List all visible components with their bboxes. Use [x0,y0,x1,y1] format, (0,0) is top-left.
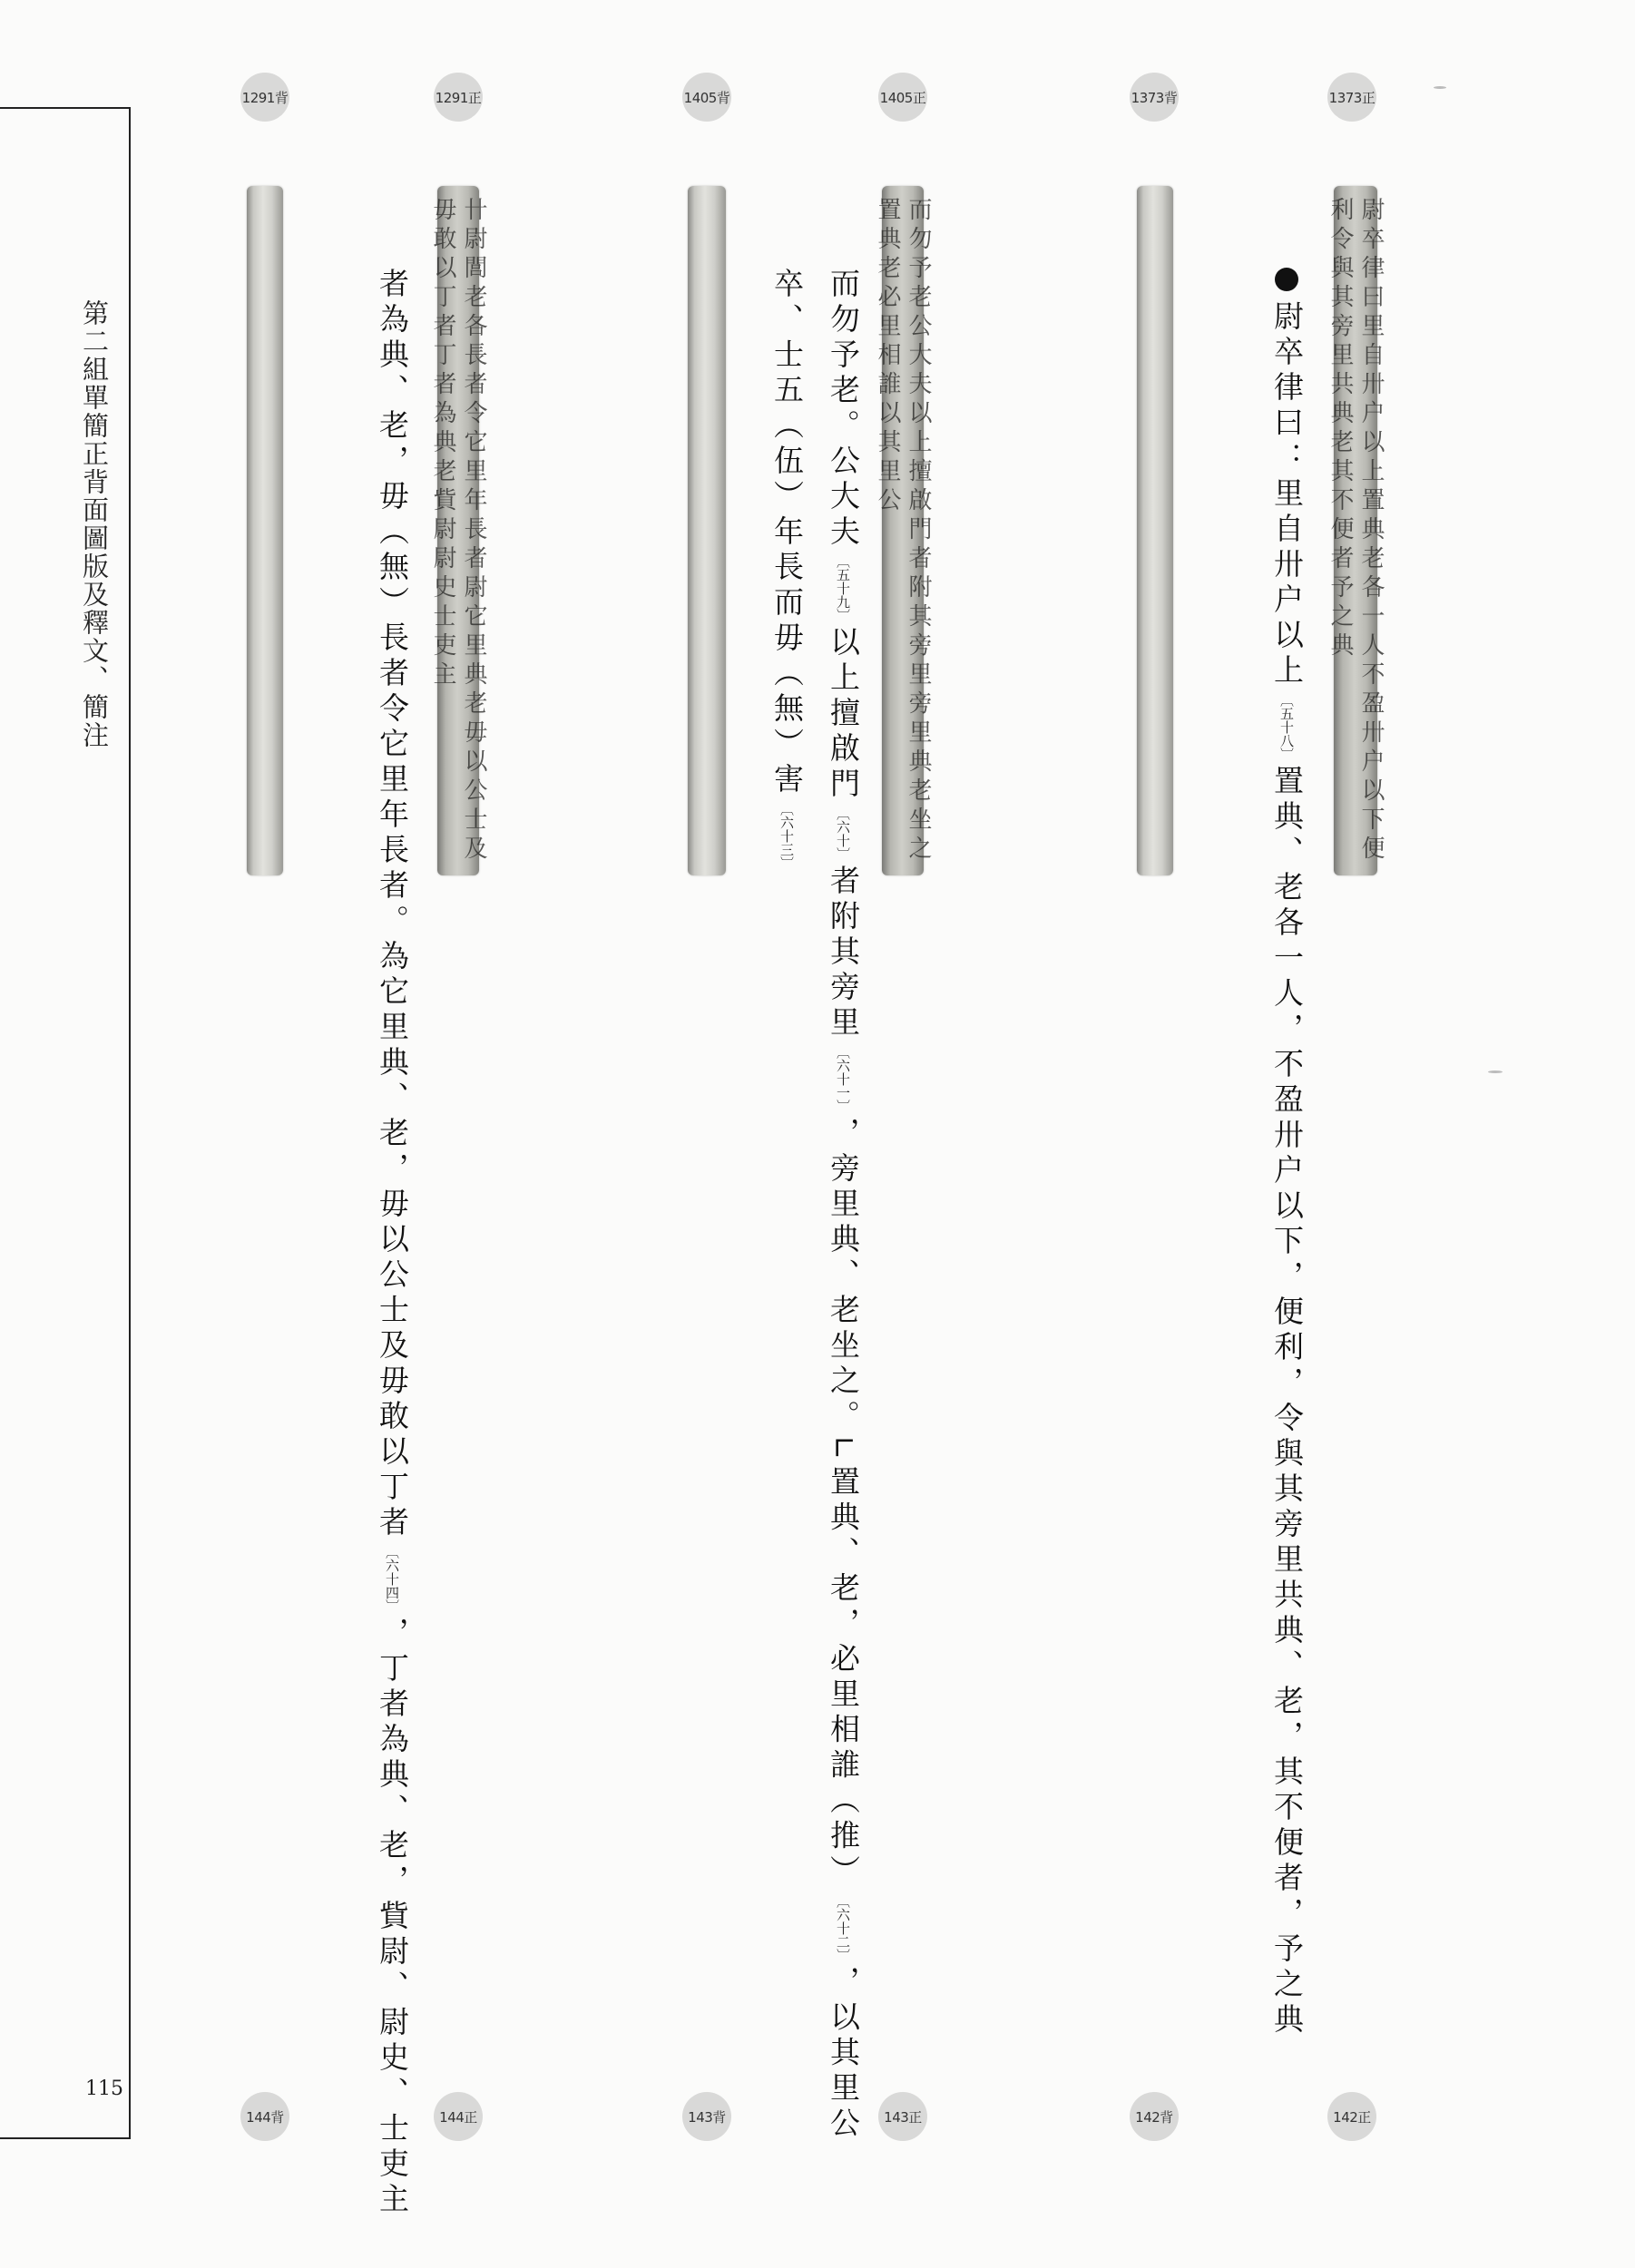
transcription-text: 卒、士五（伍）年長而毋（無）害 [769,268,805,798]
slip-1405-back [688,186,726,875]
slip-glyphs: 卄尉閭老各長者令它里年長者尉它里典老毋以公士及毋敢以丁者丁者為典老貲尉尉史士吏主 [429,197,487,865]
transcription-text: ，以其里公 [826,1965,861,2143]
slip-1405-front [874,186,932,875]
tag-1373-front: 1373正 [1327,73,1376,122]
slip-1291-front [429,186,487,875]
transcription-142 [1265,268,1308,2038]
footnote-ref: 〔六十〕 [835,807,851,861]
footnote-ref: 〔六十四〕 [384,1545,400,1613]
footnote-ref: 〔六十一〕 [835,1045,851,1113]
tag-1405-front: 1405正 [878,73,927,122]
footnote-ref: 〔六十二〕 [835,1893,851,1962]
footnote-ref: 〔五十八〕 [1278,693,1295,761]
slip-1373-front [1327,186,1385,875]
scan-speck [1434,86,1446,89]
tag-1373-back: 1373背 [1130,73,1179,122]
transcription-text: 者為典、老，毋（無）長者令它里年長者。為它里典、老，毋以公士及毋敢以丁者 [375,268,410,1541]
footnote-ref: 〔五十九〕 [835,554,851,622]
tag-142-front: 142正 [1327,2092,1376,2141]
tag-144-back: 144背 [240,2092,289,2141]
transcription-143-b [765,268,808,874]
transcription-text: 置典、老各一人，不盈卅户以下，便利，令與其旁里共典、老，其不便者，予之典 [1269,765,1305,2038]
slip-1373-back [1137,186,1173,875]
transcription-text: 尉卒律曰：里自卅户以上 [1269,300,1305,689]
page-number: 115 [85,2077,123,2100]
scan-speck [1488,1070,1503,1073]
slip-glyphs: 而勿予老公大夫以上擅啟門者附其旁里旁里典老坐之置典老必里相誰以其里公 [874,197,932,865]
tag-143-back: 143背 [682,2092,731,2141]
transcription-text: ，丁者為典、老，貲尉、尉史、士吏主 [375,1617,410,2218]
tag-144-front: 144正 [434,2092,483,2141]
slip-1291-back [247,186,283,875]
tag-142-back: 142背 [1130,2092,1179,2141]
footnote-ref: 〔六十三〕 [778,802,795,870]
transcription-text: 而勿予老。公大夫 [826,268,861,551]
tag-1291-back: 1291背 [240,73,289,122]
transcription-text: ，旁里典、老坐之。∟置典、老，必里相誰（推） [826,1117,861,1891]
bullet-icon [1275,268,1298,291]
tag-1405-back: 1405背 [682,73,731,122]
section-title: 第二組單簡正背面圖版及釋文、簡注 [79,299,110,749]
transcription-144 [370,268,414,2218]
tag-143-front: 143正 [878,2092,927,2141]
tag-1291-front: 1291正 [434,73,483,122]
transcription-text: 者附其旁里 [826,865,861,1041]
slip-glyphs: 尉卒律曰里自卅户以上置典老各一人不盈卅户以下便利令與其旁里共典老其不便者予之典 [1327,197,1385,865]
transcription-text: 以上擅啟門 [826,626,861,803]
transcription-143-a [821,268,865,2143]
